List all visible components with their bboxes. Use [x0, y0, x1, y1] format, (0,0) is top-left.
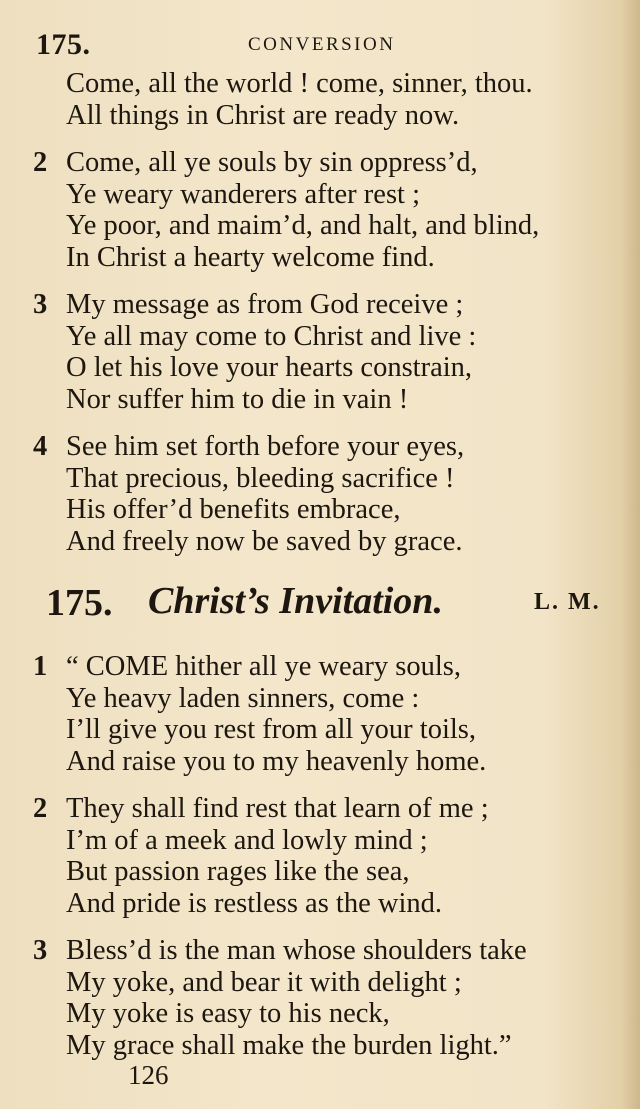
verse-line [0, 856, 640, 888]
verse-line [0, 825, 640, 857]
verse-line-text: That precious, bleeding sacrifice ! [66, 462, 455, 494]
stanza-number: 4 [33, 431, 48, 462]
stanza-prev-2 [0, 147, 640, 273]
verse-line [0, 888, 640, 920]
hymn-meter: L. M. [534, 589, 601, 615]
verse-line [0, 242, 640, 274]
verse-line-text: Come, all the world ! come, sinner, thou. [66, 68, 533, 99]
verse-line-text: But passion rages like the sea, [66, 856, 410, 887]
verse-line-text: My yoke, and bear it with delight ; [66, 966, 462, 998]
verse-line [0, 100, 640, 132]
hymn-stanza-3 [0, 935, 640, 1061]
verse-line [0, 651, 640, 683]
verse-line-text: All things in Christ are ready now. [66, 99, 460, 131]
stanza-number: 3 [33, 935, 48, 966]
running-head-number: 175. [36, 28, 91, 61]
verse-line [0, 746, 640, 778]
verse-line [0, 210, 640, 242]
verse-line-text: O let his love your hearts constrain, [66, 352, 473, 383]
verse-line [0, 793, 640, 825]
verse-line [0, 494, 640, 526]
verse-line [0, 935, 640, 967]
verse-line [0, 431, 640, 463]
verse-line [0, 526, 640, 558]
verse-line-text: My yoke is easy to his neck, [66, 998, 390, 1029]
verse-line-text: My grace shall make the burden light.” [66, 1029, 512, 1061]
verse-line-text: They shall find rest that learn of me ; [66, 793, 489, 824]
verse-line-text: In Christ a hearty welcome find. [66, 241, 435, 273]
verse-line [0, 967, 640, 999]
verse-line [0, 321, 640, 353]
verse-line-text: And freely now be saved by grace. [66, 525, 463, 557]
verse-line [0, 714, 640, 746]
stanza-number: 2 [33, 147, 48, 178]
page-body [0, 68, 640, 1077]
verse-line-text: Ye heavy laden sinners, come : [66, 682, 420, 714]
verse-line-text: “ COME hither all ye weary souls, [66, 651, 461, 682]
verse-line-text: Ye poor, and maim’d, and halt, and blind, [66, 210, 540, 241]
continuation-stanza [0, 68, 640, 131]
stanza-number: 2 [33, 793, 48, 824]
verse-line-text: Come, all ye souls by sin oppress’d, [66, 147, 478, 178]
stanza-prev-4 [0, 431, 640, 557]
verse-line [0, 384, 640, 416]
verse-line-text: And raise you to my heavenly home. [66, 745, 487, 777]
verse-line-text: His offer’d benefits embrace, [66, 494, 401, 525]
verse-line-text: Nor suffer him to die in vain ! [66, 383, 409, 415]
page-number: 126 [128, 1060, 169, 1090]
stanza-prev-3 [0, 289, 640, 415]
running-head-title: CONVERSION [248, 34, 396, 55]
stanza-number: 3 [33, 289, 48, 320]
hymn-stanza-2 [0, 793, 640, 919]
verse-line [0, 352, 640, 384]
hymn-number: 175. [46, 582, 113, 624]
verse-line-text: Ye all may come to Christ and live : [66, 320, 477, 352]
verse-line-text: Bless’d is the man whose shoulders take [66, 935, 527, 966]
verse-line-text: I’ll give you rest from all your toils, [66, 714, 477, 745]
verse-line [0, 179, 640, 211]
verse-line-text: See him set forth before your eyes, [66, 431, 465, 462]
stanza-number: 1 [33, 651, 48, 682]
verse-line [0, 463, 640, 495]
verse-line [0, 1030, 640, 1062]
verse-line [0, 998, 640, 1030]
verse-line-text: Ye weary wanderers after rest ; [66, 178, 420, 210]
verse-line [0, 68, 640, 100]
hymn-stanza-1 [0, 651, 640, 777]
verse-line [0, 289, 640, 321]
verse-line [0, 147, 640, 179]
running-head [0, 28, 640, 64]
hymn-title: Christ’s Invitation. [148, 580, 443, 622]
hymn-heading [0, 573, 640, 633]
verse-line-text: My message as from God receive ; [66, 289, 464, 320]
verse-line-text: I’m of a meek and lowly mind ; [66, 824, 428, 856]
verse-line [0, 683, 640, 715]
verse-line-text: And pride is restless as the wind. [66, 887, 442, 919]
